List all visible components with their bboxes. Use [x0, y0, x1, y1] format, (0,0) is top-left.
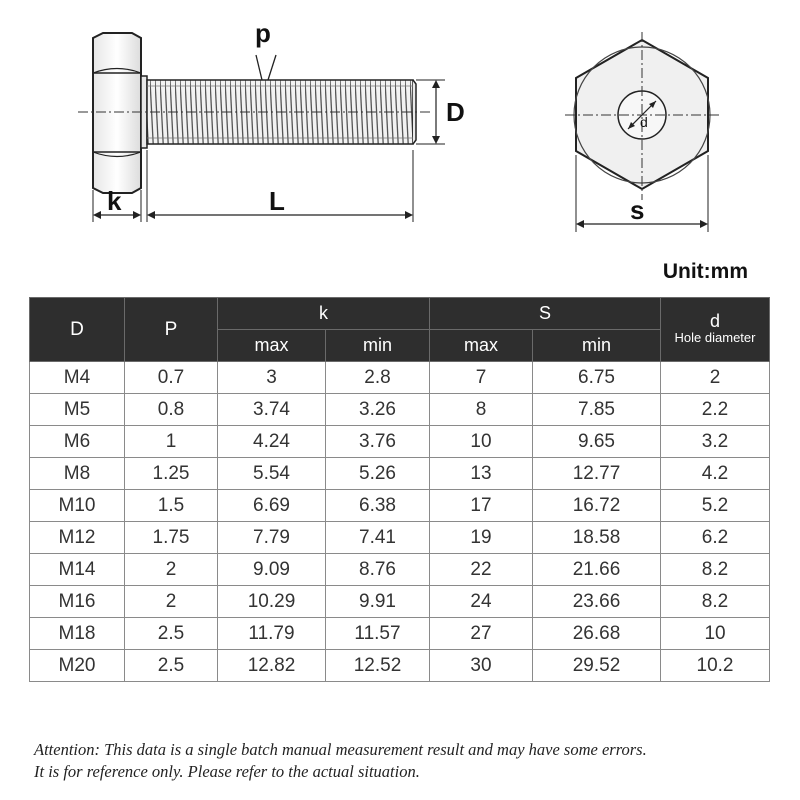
cell-k-max: 7.79 — [218, 522, 326, 554]
cell-d: M8 — [30, 458, 125, 490]
cell-hole-diameter: 10 — [661, 618, 770, 650]
cell-s-min: 26.68 — [533, 618, 661, 650]
table-row — [30, 458, 770, 490]
cell-s-min: 29.52 — [533, 650, 661, 682]
cell-k-min: 7.41 — [326, 522, 430, 554]
cell-s-min: 21.66 — [533, 554, 661, 586]
cell-s-min: 7.85 — [533, 394, 661, 426]
cell-s-min: 12.77 — [533, 458, 661, 490]
pitch-label: p — [255, 18, 271, 48]
cell-p: 1.5 — [125, 490, 218, 522]
cell-k-max: 6.69 — [218, 490, 326, 522]
cell-k-min: 2.8 — [326, 362, 430, 394]
major-diameter-label: D — [446, 97, 465, 127]
cell-p: 2.5 — [125, 650, 218, 682]
cell-d: M10 — [30, 490, 125, 522]
cell-k-max: 12.82 — [218, 650, 326, 682]
cell-p: 2 — [125, 586, 218, 618]
header-k-max: max — [218, 330, 326, 362]
table-body — [30, 362, 770, 682]
cell-k-min: 12.52 — [326, 650, 430, 682]
cell-d: M4 — [30, 362, 125, 394]
cell-k-min: 6.38 — [326, 490, 430, 522]
table-row — [30, 362, 770, 394]
cell-k-min: 5.26 — [326, 458, 430, 490]
cell-hole-diameter: 3.2 — [661, 426, 770, 458]
cell-p: 0.8 — [125, 394, 218, 426]
cell-p: 2.5 — [125, 618, 218, 650]
cell-s-max: 8 — [430, 394, 533, 426]
cell-hole-diameter: 2 — [661, 362, 770, 394]
table-row — [30, 618, 770, 650]
cell-hole-diameter: 8.2 — [661, 586, 770, 618]
header-k: k — [218, 298, 430, 330]
cell-s-max: 7 — [430, 362, 533, 394]
table-row — [30, 554, 770, 586]
table-row — [30, 490, 770, 522]
unit-label: Unit:mm — [662, 260, 748, 283]
header-s-max: max — [430, 330, 533, 362]
cell-s-max: 13 — [430, 458, 533, 490]
cell-hole-diameter: 5.2 — [661, 490, 770, 522]
cell-k-min: 8.76 — [326, 554, 430, 586]
bolt-head-end-view — [565, 32, 720, 200]
header-hole-diameter-text: Hole diameter — [674, 330, 756, 345]
attention-note-line-2: It is for reference only. Please refer to the actual situation. — [34, 762, 420, 781]
cell-hole-diameter: 10.2 — [661, 650, 770, 682]
cell-d: M16 — [30, 586, 125, 618]
cell-s-min: 23.66 — [533, 586, 661, 618]
cell-hole-diameter: 6.2 — [661, 522, 770, 554]
attention-note-line-1: Attention: This data is a single batch manual measurement result and may have some errors. — [34, 740, 647, 759]
width-across-flats-label: s — [630, 195, 645, 225]
cell-p: 0.7 — [125, 362, 218, 394]
cell-s-max: 10 — [430, 426, 533, 458]
cell-k-max: 3 — [218, 362, 326, 394]
cell-d: M12 — [30, 522, 125, 554]
bolt-head-side — [93, 33, 147, 193]
cell-s-min: 16.72 — [533, 490, 661, 522]
cell-k-min: 3.26 — [326, 394, 430, 426]
cell-d: M6 — [30, 426, 125, 458]
cell-p: 2 — [125, 554, 218, 586]
cell-s-max: 30 — [430, 650, 533, 682]
attention-note — [34, 739, 774, 783]
header-p: P — [125, 298, 218, 362]
cell-d: M18 — [30, 618, 125, 650]
cell-hole-diameter: 4.2 — [661, 458, 770, 490]
table-row — [30, 522, 770, 554]
cell-k-max: 4.24 — [218, 426, 326, 458]
cell-k-max: 5.54 — [218, 458, 326, 490]
cell-k-max: 9.09 — [218, 554, 326, 586]
header-s: S — [430, 298, 661, 330]
cell-k-min: 9.91 — [326, 586, 430, 618]
cell-s-max: 24 — [430, 586, 533, 618]
header-d: D — [30, 298, 125, 362]
cell-s-min: 6.75 — [533, 362, 661, 394]
header-s-min: min — [533, 330, 661, 362]
cell-k-max: 3.74 — [218, 394, 326, 426]
table-row — [30, 650, 770, 682]
cell-hole-diameter: 8.2 — [661, 554, 770, 586]
cell-p: 1 — [125, 426, 218, 458]
header-hole-diameter-symbol: d — [710, 311, 721, 331]
cell-d: M5 — [30, 394, 125, 426]
cell-d: M20 — [30, 650, 125, 682]
bolt-dimension-diagram — [0, 0, 800, 250]
cell-d: M14 — [30, 554, 125, 586]
cell-s-min: 9.65 — [533, 426, 661, 458]
cell-p: 1.25 — [125, 458, 218, 490]
table-row — [30, 394, 770, 426]
table-row — [30, 586, 770, 618]
cell-k-min: 3.76 — [326, 426, 430, 458]
cell-k-max: 10.29 — [218, 586, 326, 618]
length-dimension — [147, 150, 413, 222]
cell-s-max: 22 — [430, 554, 533, 586]
table-row — [30, 426, 770, 458]
cell-k-max: 11.79 — [218, 618, 326, 650]
pitch-indicator — [255, 18, 276, 80]
cell-s-min: 18.58 — [533, 522, 661, 554]
cell-s-max: 27 — [430, 618, 533, 650]
hole-diameter-label: d — [640, 114, 648, 130]
length-label: L — [269, 186, 285, 216]
cell-k-min: 11.57 — [326, 618, 430, 650]
header-hole-diameter — [661, 298, 770, 362]
cell-p: 1.75 — [125, 522, 218, 554]
head-height-label: k — [107, 186, 122, 216]
bolt-spec-table — [29, 297, 770, 682]
cell-hole-diameter: 2.2 — [661, 394, 770, 426]
header-k-min: min — [326, 330, 430, 362]
cell-s-max: 19 — [430, 522, 533, 554]
cell-s-max: 17 — [430, 490, 533, 522]
